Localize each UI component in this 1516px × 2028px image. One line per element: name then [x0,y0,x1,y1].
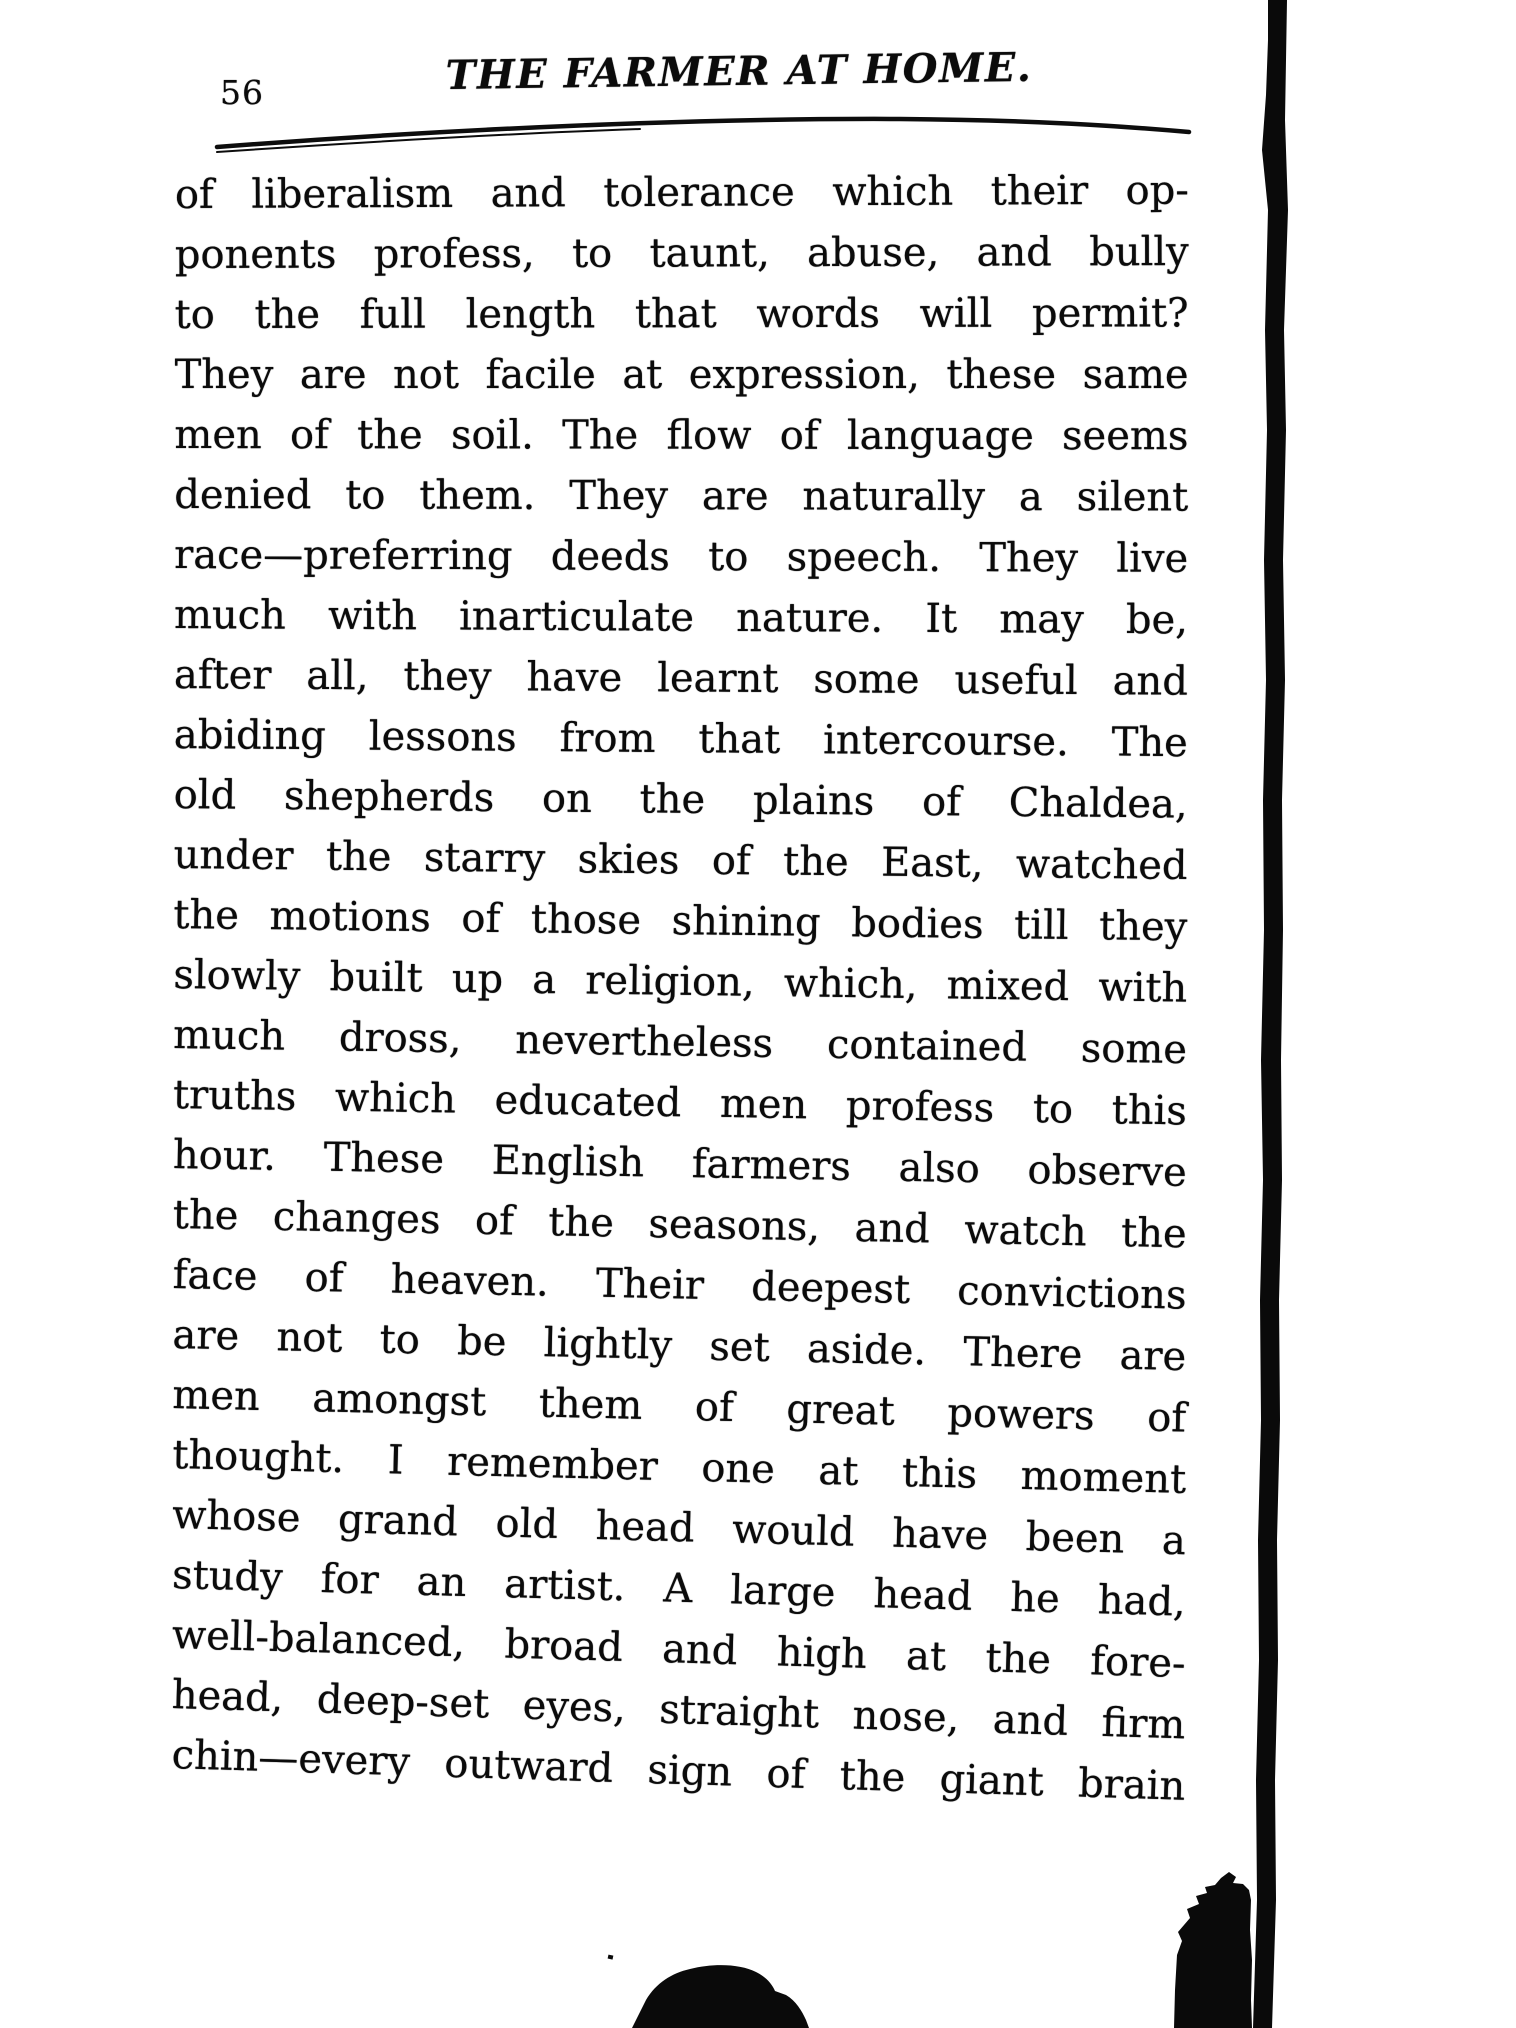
word: of [711,837,751,885]
word: the [839,1753,907,1802]
word: ponents [174,231,337,278]
word: have [526,654,623,701]
word: East, [880,839,984,887]
word: A [662,1565,694,1613]
word: plains [752,777,875,825]
word: set [708,1323,771,1372]
word: be, [1125,596,1189,644]
word: nevertheless [514,1017,774,1067]
word: this [901,1449,978,1498]
word: are [299,351,367,398]
word: taunt, [649,230,770,277]
word: high [776,1629,868,1678]
word: deep-set [316,1676,490,1728]
word: nose, [851,1692,961,1742]
word: useful [954,657,1078,704]
word: watched [1015,841,1188,889]
word: well-balanced, [171,1612,466,1667]
word: men [174,412,262,459]
word: till [1013,902,1069,949]
word: of [461,895,501,942]
word: straight [658,1686,820,1738]
word: profess, [373,230,535,278]
word: the [782,838,849,886]
word: I [387,1437,405,1484]
word: permit? [1031,290,1189,337]
text-line [175,345,1189,405]
word: These [323,1134,445,1183]
word: remember [446,1438,659,1490]
word: deepest [750,1263,911,1314]
word: motions [269,893,432,942]
word: after [173,652,272,699]
word: liberalism [251,170,454,218]
word: grand [337,1496,459,1546]
word: powers [946,1390,1096,1440]
text-line [174,405,1188,466]
word: intercourse. [822,717,1069,766]
word: profess [845,1082,995,1132]
text-line [173,825,1188,896]
word: head [595,1502,696,1552]
word: some [1080,1025,1188,1074]
word: to [708,534,749,581]
word: their [990,168,1089,215]
word: starry [423,834,546,883]
word: a [1018,474,1043,521]
word: brain [1077,1760,1186,1810]
text-line [174,645,1188,712]
word: a [531,956,557,1004]
word: are [172,1312,240,1360]
text-line [174,585,1188,650]
word: same [1082,351,1189,398]
word: Chaldea, [1008,779,1188,828]
word: are [1119,1332,1187,1381]
word: for [320,1556,380,1604]
word: of [694,1384,735,1432]
page-title: THE FARMER AT HOME. [445,43,1033,99]
word: outward [443,1740,614,1792]
word: of [765,1750,807,1798]
word: facile [485,351,596,398]
word: at [817,1447,859,1495]
word: lessons [368,713,517,761]
word: with [327,592,418,640]
word: It [925,595,958,643]
word: skies [577,836,680,884]
word: race—preferring [174,532,513,580]
word: the [173,892,240,939]
word: some [813,656,920,703]
word: also [898,1144,981,1193]
word: denied [174,472,312,519]
word: firm [1100,1699,1187,1749]
word: the [172,1192,239,1240]
word: would [731,1506,856,1556]
word: to [379,1316,421,1364]
word: of [290,412,329,459]
word: head [872,1571,973,1620]
word: of [921,779,962,826]
word: tolerance [603,169,795,217]
word: nature. [736,594,884,642]
word: head, [171,1672,285,1722]
word: seems [1062,413,1189,460]
word: language [846,412,1034,460]
word: whose [171,1492,302,1542]
word: and [854,1204,931,1253]
word: watch [963,1207,1088,1256]
word: They [174,351,274,398]
word: face [172,1252,258,1300]
word: length [465,291,596,338]
word: naturally [802,473,986,520]
word: built [329,954,423,1002]
word: to [174,291,215,338]
word: deeds [550,533,670,580]
word: The [1111,719,1188,767]
word: them [538,1380,643,1429]
word: one [700,1445,776,1493]
word: great [785,1386,896,1435]
word: those [530,896,642,944]
word: will [919,290,993,337]
word: convictions [956,1268,1187,1319]
word: sign [646,1746,733,1796]
word: chin—every [171,1732,411,1786]
word: heaven. [390,1256,550,1306]
word: of [304,1254,345,1302]
word: much [173,592,286,639]
word: be [456,1318,507,1366]
word: inarticulate [458,593,695,641]
word: mixed [946,962,1070,1011]
word: giant [938,1756,1045,1806]
word: and [992,1696,1069,1745]
word: of [1146,1394,1187,1442]
word: a [1161,1517,1187,1565]
word: that [634,291,717,338]
word: contained [826,1021,1028,1071]
word: the [325,833,392,881]
word: broad [503,1621,624,1671]
word: them. [419,472,536,519]
word: to [345,472,386,519]
word: changes [272,1193,441,1244]
word: are [701,473,769,520]
word: Their [595,1260,705,1309]
text-line [174,525,1188,589]
word: men [719,1080,808,1129]
word: men [171,1372,261,1421]
word: at [905,1633,947,1681]
word: which [334,1074,457,1123]
word: of [474,1197,515,1245]
word: up [451,955,504,1003]
word: shepherds [283,773,495,822]
word: slowly [173,952,301,1000]
word: they [403,653,492,701]
word: They [979,535,1079,582]
word: full [359,291,426,338]
word: religion, [585,957,755,1006]
word: which [832,168,954,216]
word: an [416,1558,467,1607]
word: the [357,412,423,459]
word: soil. [450,412,534,459]
word: they [1098,903,1188,951]
word: old [173,772,237,819]
word: and [661,1626,739,1675]
word: thought. [171,1432,345,1483]
word: artist. [503,1561,627,1611]
word: abuse, [807,229,940,277]
word: live [1116,535,1189,582]
word: They [569,472,669,520]
word: English [491,1137,645,1187]
word: have [891,1510,989,1560]
word: and [976,229,1052,276]
page-number: 56 [220,73,264,112]
word: amongst [311,1375,487,1426]
word: learnt [657,655,779,703]
text-line [175,222,1189,285]
word: and [490,170,566,217]
word: dross, [338,1014,462,1063]
word: aside. [806,1325,927,1375]
word: educated [494,1077,682,1127]
word: the [984,1635,1052,1684]
word: and [1112,658,1189,705]
word: the [254,291,321,338]
word: which, [783,960,918,1009]
word: There [962,1329,1083,1378]
word: bully [1089,228,1189,276]
word: may [999,596,1084,643]
word: this [1111,1087,1188,1135]
word: shining [671,898,821,946]
word: these [946,351,1057,398]
word: been [1025,1514,1125,1563]
word: he [1009,1574,1061,1623]
word: old [495,1500,559,1548]
word: at [622,351,663,398]
word: moment [1020,1452,1187,1503]
word: the [639,776,706,824]
word: not [393,351,459,398]
word: the [547,1199,615,1247]
word: had, [1097,1577,1187,1626]
word: truths [172,1072,297,1121]
word: speech. [786,534,942,581]
text-line [173,765,1188,835]
word: bodies [850,900,984,948]
word: not [275,1314,343,1362]
word: lightly [543,1320,673,1369]
word: of [174,171,214,218]
word: from [559,715,656,762]
word: that [698,716,781,763]
text-line [174,705,1188,773]
word: all, [306,652,369,700]
word: to [1032,1085,1074,1133]
word: seasons, [648,1201,821,1251]
word: silent [1076,474,1189,521]
word: farmers [691,1141,852,1190]
word: study [171,1552,284,1602]
text-line [175,161,1189,225]
word: op- [1125,167,1189,214]
text-line [174,465,1188,527]
word: on [541,775,593,822]
word: large [729,1567,837,1617]
word: abiding [173,712,327,760]
word: the [1120,1210,1188,1258]
text-line [175,283,1189,345]
word: under [173,832,294,880]
word: with [1098,964,1188,1012]
word: flow [666,412,752,459]
word: The [562,412,639,459]
word: words [756,290,880,338]
word: of [779,412,819,459]
word: fore- [1089,1638,1187,1688]
word: observe [1027,1147,1188,1196]
word: much [172,1012,286,1060]
word: expression, [688,351,920,398]
word: eyes, [522,1682,627,1732]
word: to [572,230,613,277]
word: hour. [172,1132,277,1180]
